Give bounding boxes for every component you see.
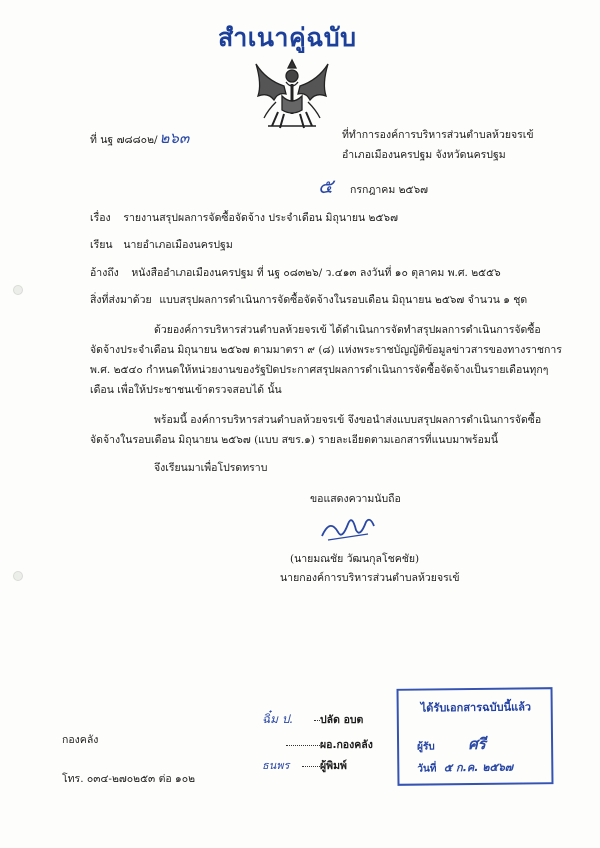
- punch-hole-bottom: [13, 571, 23, 581]
- initial-row-3: [262, 756, 347, 774]
- punch-hole-top: [13, 285, 23, 295]
- body-paragraph-1-line-1: ด้วยองค์การบริหารส่วนตำบลห้วยจรเข้ ได้ดำเนินการจัดทำสรุปผลการดำเนินการจัดซื้อ: [154, 324, 541, 336]
- received-stamp-title: ได้รับเอกสารฉบับนี้แล้ว: [420, 700, 532, 715]
- body-paragraph-2-line-1: พร้อมนี้ องค์การบริหารส่วนตำบลห้วยจรเข้ จึงขอนำส่งแบบสรุปผลการดำเนินการจัดซื้อ: [154, 414, 542, 426]
- initial-row-1-label: ปลัด อบต: [320, 714, 364, 726]
- enclosure-label: สิ่งที่ส่งมาด้วย: [90, 294, 152, 306]
- body-paragraph-2-line-2: จัดจ้างในรอบเดือน มิถุนายน ๒๕๖๗ (แบบ สขร.๑) รายละเอียดตามเอกสารที่แนบมาพร้อมนี้: [90, 434, 499, 446]
- reference-text: หนังสืออำเภอเมืองนครปฐม ที่ นฐ ๐๘๓๒๖/ ว.๔๑๓ ลงวันที่ ๑๐ ตุลาคม พ.ศ. ๒๕๕๖: [131, 267, 501, 279]
- subject-label: เรื่อง: [90, 212, 111, 224]
- initial-row-1-handwritten: ฉิ๋ม ป.: [262, 712, 294, 726]
- reference-line: [90, 264, 501, 281]
- sender-address-line2: อำเภอเมืองนครปฐม จังหวัดนครปฐม: [342, 149, 506, 161]
- subject-line: [90, 209, 398, 226]
- initial-row-1: [262, 710, 363, 729]
- recipient-line: [90, 236, 233, 253]
- date-month-year: กรกฎาคม ๒๕๖๗: [350, 184, 429, 196]
- document-number-label: ที่ นฐ ๗๘๘๐๒/: [90, 134, 158, 146]
- garuda-emblem-icon: [248, 56, 336, 132]
- date-day-handwritten: ๕: [318, 174, 334, 198]
- body-paragraph-1-line-2: จัดจ้างประจำเดือน มิถุนายน ๒๕๖๗ ตามมาตรา ๙ (๘) แห่งพระราชบัญญัติข้อมูลข่าวสารของทางราชการ: [90, 344, 562, 356]
- subject-text: รายงานสรุปผลการจัดซื้อจัดจ้าง ประจำเดือน มิถุนายน ๒๕๖๗: [123, 212, 398, 224]
- signatory-name: (นายมณชัย วัฒนกุลโชคชัย): [290, 553, 420, 565]
- footer-department: กองคลัง: [62, 734, 99, 746]
- received-stamp-date-value: ๕ ก.ค. ๒๕๖๗: [443, 760, 514, 775]
- received-stamp-receiver-handwritten: ศรี: [468, 734, 486, 754]
- recipient-text: นายอำเภอเมืองนครปฐม: [123, 239, 233, 251]
- signatory-position: นายกองค์การบริหารส่วนตำบลห้วยจรเข้: [280, 572, 460, 584]
- initial-row-3-dots: [302, 765, 320, 767]
- enclosure-text: แบบสรุปผลการดำเนินการจัดซื้อจัดจ้างในรอบเดือน มิถุนายน ๒๕๖๗ จำนวน ๑ ชุด: [159, 294, 528, 306]
- body-paragraph-3: จึงเรียนมาเพื่อโปรดทราบ: [154, 462, 268, 474]
- footer-phone: โทร. ๐๓๔-๒๗๐๒๕๓ ต่อ ๑๐๒: [62, 773, 196, 785]
- reference-label: อ้างถึง: [90, 267, 119, 279]
- initial-row-3-label: ผู้พิมพ์: [320, 760, 347, 772]
- received-stamp-receiver: [417, 732, 486, 757]
- received-stamp: [396, 687, 553, 786]
- initial-row-2-label: ผอ.กองคลัง: [320, 739, 373, 751]
- initial-row-2-dots: [286, 744, 320, 746]
- body-paragraph-1-line-3: พ.ศ. ๒๕๔๐ กำหนดให้หน่วยงานของรัฐปิดประกาศสรุปผลการดำเนินการจัดซื้อจัดจ้างเป็นรายเดือนทุกๆ: [90, 364, 549, 376]
- initial-row-3-handwritten: ธนพร: [262, 759, 290, 772]
- body-paragraph-1-line-4: เดือน เพื่อให้ประชาชนเข้าตรวจสอบได้ นั้น: [90, 384, 282, 396]
- document-number: [90, 126, 189, 150]
- initial-row-2: [262, 736, 373, 753]
- received-stamp-date-label: วันที่: [417, 763, 437, 775]
- received-stamp-date: [417, 758, 513, 777]
- enclosure-line: [90, 291, 527, 308]
- sender-address-line1: ที่ทำการองค์การบริหารส่วนตำบลห้วยจรเข้: [342, 129, 534, 141]
- signature-mark: [318, 510, 378, 544]
- document-number-handwritten: ๒๖๓: [159, 129, 190, 147]
- copy-stamp-title: สำเนาคู่ฉบับ: [218, 23, 357, 52]
- closing-text: ขอแสดงความนับถือ: [310, 493, 401, 505]
- received-stamp-receiver-label: ผู้รับ: [417, 741, 435, 753]
- recipient-label: เรียน: [90, 239, 113, 251]
